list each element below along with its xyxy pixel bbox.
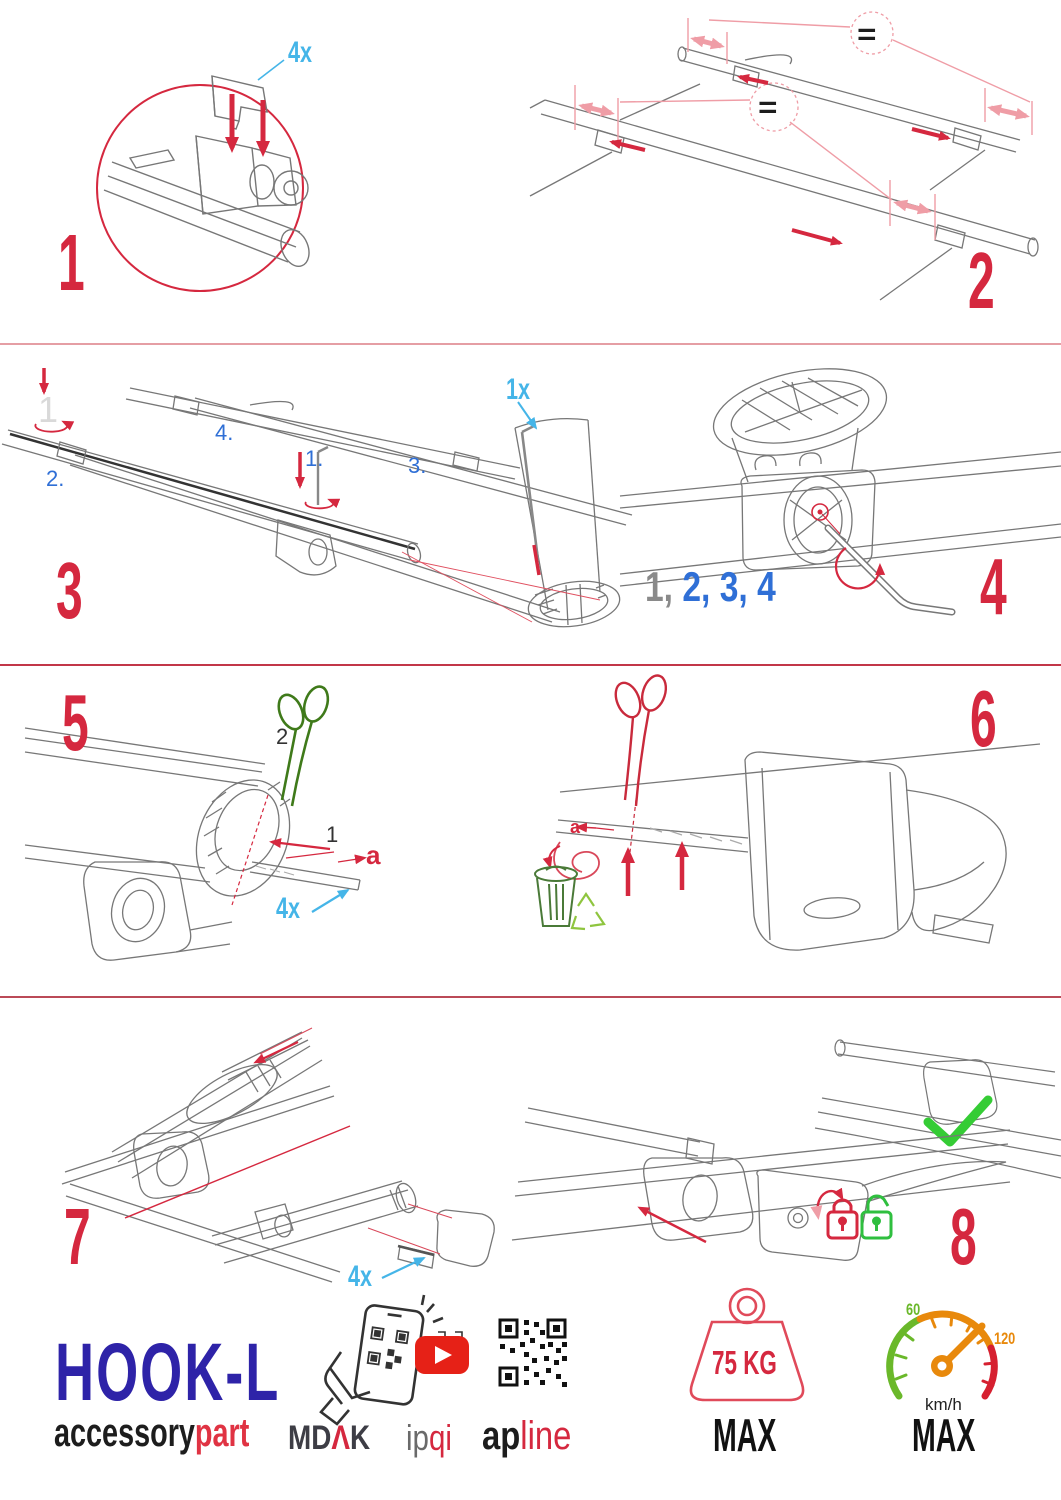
brand-secondary: part — [194, 1411, 250, 1455]
logo-apline-line: line — [520, 1414, 572, 1458]
speedometer-icon — [890, 1314, 995, 1396]
logo-mdak-k: K — [349, 1419, 371, 1457]
step3-ghost-digit: 1 — [38, 389, 59, 430]
step6-dim-label: a — [570, 817, 581, 837]
step6-number: 6 — [970, 674, 996, 763]
step3-number: 3 — [56, 546, 82, 635]
step8-number: 8 — [950, 1192, 976, 1281]
youtube-icon — [415, 1336, 469, 1374]
sequence-done: 1, — [645, 563, 674, 610]
logo-ipqi-qi: qi — [428, 1417, 452, 1458]
max-speed-label: MAX — [912, 1409, 976, 1461]
step3-sub1: 1. — [305, 446, 324, 471]
step7-qty-label: 4x — [348, 1260, 373, 1293]
sequence-remaining: 2, 3, 4 — [673, 563, 776, 610]
logo-ipqi-ip: ip — [406, 1417, 429, 1458]
brand-primary: accessory — [54, 1411, 195, 1455]
step1-qty-label: 4x — [288, 36, 313, 69]
max-load-label: MAX — [713, 1409, 777, 1461]
equal-sign-mid: = — [758, 91, 778, 124]
logo-mdak-lambda: Λ — [331, 1419, 350, 1457]
step5-cut-label: 2 — [276, 724, 289, 749]
qr-code — [500, 1320, 567, 1387]
speed-high-tick: 120 — [994, 1329, 1016, 1348]
step1-number: 1 — [58, 218, 84, 307]
step3-qty-label: 1x — [506, 373, 531, 406]
product-name: HOOK-L — [55, 1327, 281, 1418]
logo-mdak — [288, 1421, 370, 1455]
step5-number: 5 — [62, 678, 88, 767]
step5-qty-label: 4x — [276, 892, 301, 925]
speed-low-tick: 60 — [906, 1300, 921, 1319]
logo-apline — [482, 1416, 571, 1456]
step3-sub4: 4. — [215, 420, 234, 445]
speed-unit: km/h — [925, 1395, 962, 1414]
max-load-value: 75 KG — [712, 1344, 777, 1381]
step5-strip-label: 1 — [326, 822, 339, 847]
step3-sub3: 3. — [408, 453, 427, 478]
step5-dim-label: a — [366, 840, 381, 870]
equal-sign-top: = — [857, 18, 877, 51]
step3-sub2: 2. — [46, 466, 65, 491]
step7-number: 7 — [64, 1192, 90, 1281]
logo-mdak-md: MD — [288, 1419, 332, 1457]
logo-apline-ap: ap — [482, 1414, 521, 1458]
step4-number: 4 — [980, 542, 1006, 631]
logo-ipqi — [406, 1417, 452, 1458]
step2-number: 2 — [968, 236, 994, 325]
